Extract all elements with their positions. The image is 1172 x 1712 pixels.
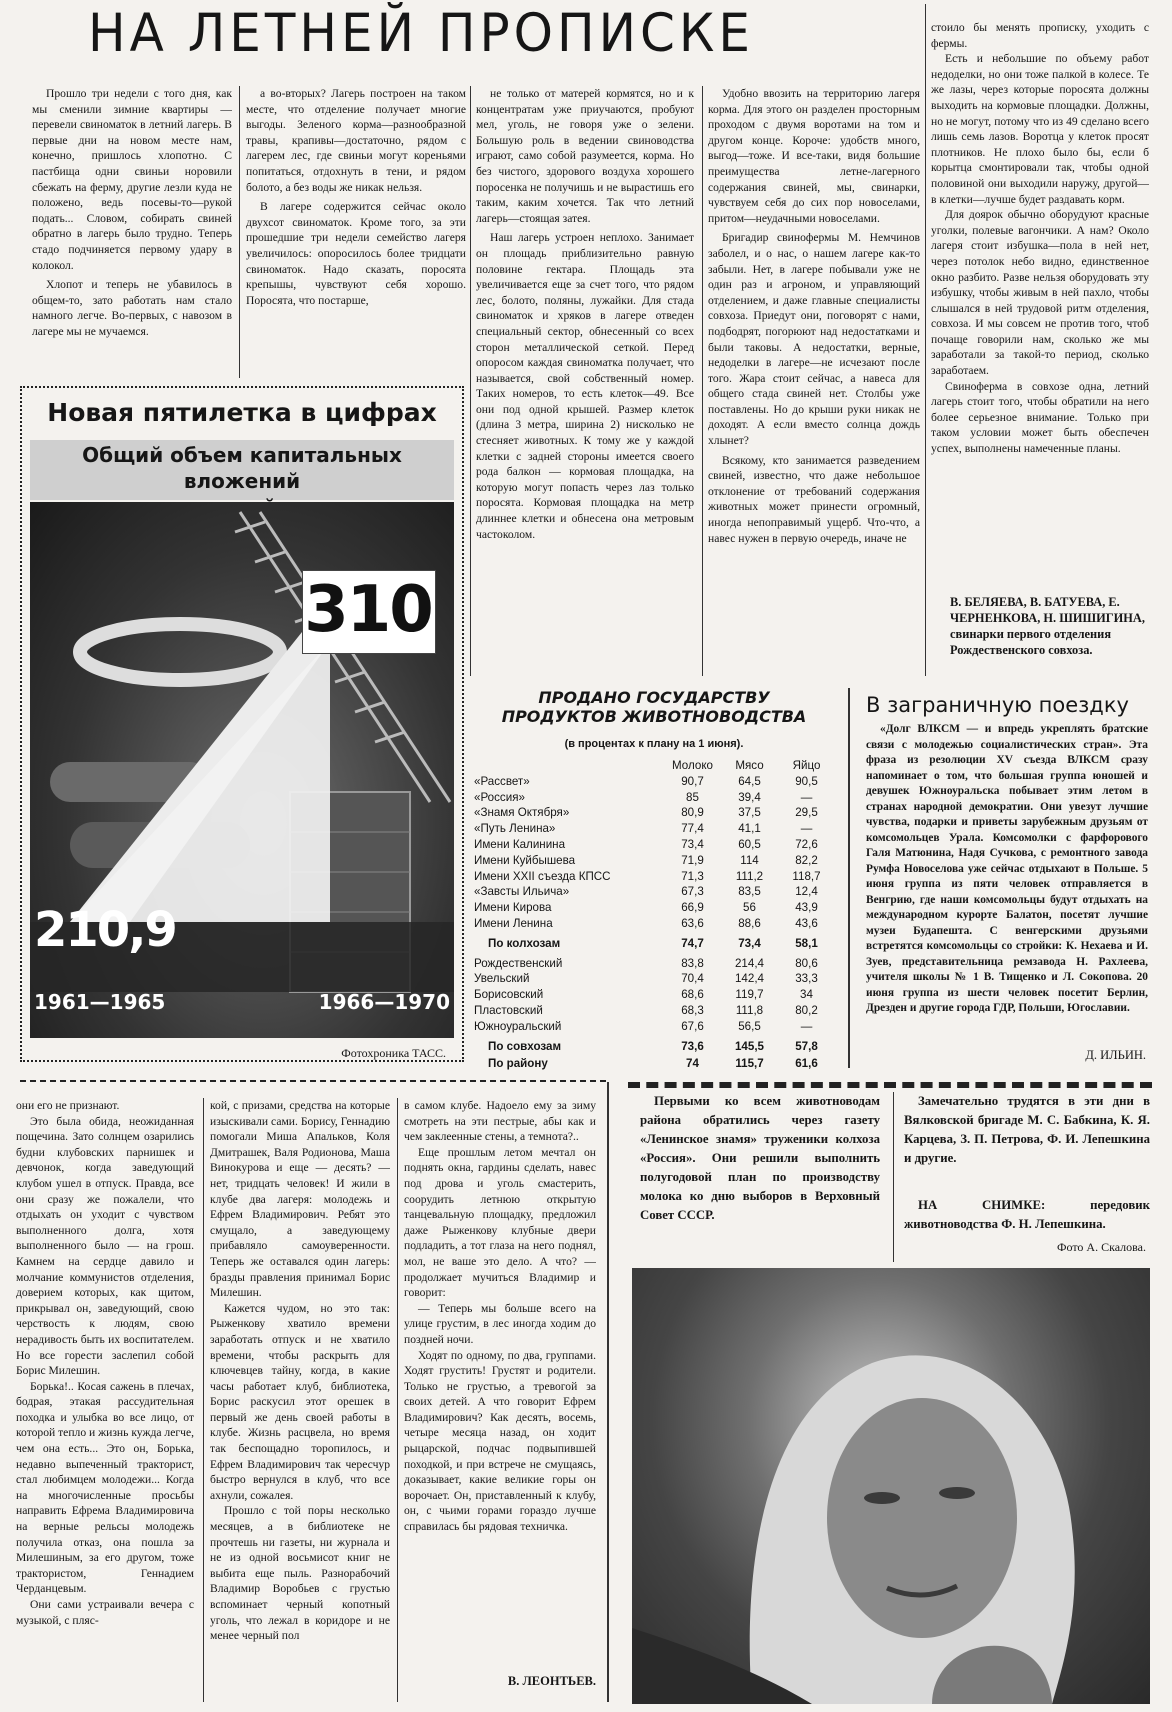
row-meat: 111,2 — [735, 869, 764, 883]
row-milk: 70,4 — [681, 972, 704, 986]
row-milk: 77,4 — [681, 822, 704, 836]
table-header-name — [474, 758, 664, 774]
row-milk: 71,9 — [681, 853, 704, 867]
value-new: 310 — [304, 573, 432, 647]
article-column-3 — [476, 86, 694, 676]
poster-title: Новая пятилетка в цифрах — [47, 398, 437, 427]
row-meat: 142,4 — [734, 972, 764, 986]
table-row — [474, 884, 844, 900]
row-name: По району — [488, 1057, 548, 1071]
row-meat: 56,5 — [738, 1019, 761, 1033]
row-egg: 82,2 — [795, 853, 818, 867]
row-meat: 64,5 — [738, 774, 761, 788]
row-meat: 119,7 — [735, 988, 764, 1002]
row-egg: — — [800, 822, 813, 836]
row-milk: 68,6 — [681, 988, 704, 1002]
row-meat: 145,5 — [734, 1039, 764, 1053]
table-row — [474, 774, 844, 790]
row-meat: 73,4 — [738, 936, 761, 950]
row-meat: 114 — [740, 853, 759, 867]
table-row — [474, 956, 844, 972]
row-name: По совхозам — [488, 1039, 562, 1053]
row-name: «Путь Ленина» — [474, 822, 556, 836]
row-meat: 111,8 — [735, 1003, 764, 1017]
paragraph: Удобно ввозить на территорию лагеря корма. Для этого он разделен просторным проходом с двумя воротами на том и другом конце. Короче: удобств много, выгод—тоже. И все-таки, видя большие преимущества летне-лагерного содержания свиней, мы, свинарки, чувствуем себя до сих пор новоселами, притом—неудачными новоселами. — [708, 87, 920, 225]
row-egg: — — [800, 1019, 813, 1033]
article-column-2 — [246, 86, 466, 378]
period-old: 1961—1965 — [34, 990, 166, 1014]
paragraph: Кажется чудом, но это так: Рыженкову хватило времени заработать отпуск и не хватило времени, чтобы раскрыть для ключевцев тайну, когда, в какие часы работает клуб, библиотека, Борис раскусил этот орешек в первый же день своей работы в клубе. Жизнь расцвела, но время так беспощадно торопилось, и Ефрем Владимирович так чересчур быстро вернулся в клуб, что все ахнули, сожалея. — [210, 1301, 390, 1502]
row-meat: 41,1 — [738, 822, 761, 836]
table-header-egg: Яйцо — [792, 759, 821, 772]
trip-body — [866, 722, 1148, 1044]
table-header-row — [474, 758, 844, 774]
table-row — [474, 1019, 844, 1035]
ring-structure-icon — [80, 624, 280, 680]
row-meat: 37,5 — [738, 806, 761, 820]
row-name: Пластовский — [474, 1003, 543, 1017]
table-header-meat: Мясо — [735, 759, 764, 772]
row-meat: 39,4 — [738, 790, 761, 804]
poster-subtitle-line1: Общий объем капитальных вложений — [82, 443, 402, 493]
row-name: «Знамя Октября» — [474, 806, 570, 820]
period-new: 1966—1970 — [318, 990, 450, 1014]
paragraph: а во-вторых? Лагерь построен на таком месте, что отделение получает многие выгоды. Зеленого корма—разнообразной травы, крапивы—достаточно, рядом с лагерем лес, где свиньи могут кореньями попитаться, отдохнуть в тени, и рядом болото, а без воды же никак нельзя. — [246, 87, 466, 194]
row-egg: 33,3 — [795, 972, 818, 986]
row-egg: — — [800, 790, 813, 804]
column-rule — [925, 4, 926, 676]
row-egg: 12,4 — [795, 885, 818, 899]
article-column-1 — [32, 86, 232, 378]
table-row — [474, 987, 844, 1003]
column-rule — [203, 1098, 204, 1702]
paragraph: Хлопот и теперь не убавилось в общем-то, зато работать нам стало намного легче. Во-первых, с навозом в лагере мы не мучаемся. — [32, 278, 232, 338]
paragraph: Первыми ко всем животноводам района обратились через газету «Ленинское знамя» труженики колхоза «Россия». Они решили выполнить полугодовой план по производству молока ко дню выборов в Верховный Совет СССР. — [640, 1094, 880, 1222]
eye-icon — [864, 1492, 900, 1504]
paragraph: в самом клубе. Надоело ему за зиму смотреть на эти пестрые, абы как и чем заклеенные стены, а темнота?.. — [404, 1099, 596, 1144]
table-title-line1: ПРОДАНО ГОСУДАРСТВУ — [538, 688, 770, 707]
paragraph: — Теперь мы больше всего на улице грустим, в лес иногда ходим до поздней ночи. — [404, 1301, 596, 1346]
paragraph: не только от матерей кормятся, но и к концентратам уже приучаются, пробуют мел, уголь, не говоря уже о зелени. Большую роль в ведении свиноводства играют, само собой разумеется, корма. Но без чистого, здорового воздуха хорошего поросенка не получишь и не вырастишь его таким, каким хочется. Так что летний лагерь—стоящая затея. — [476, 87, 694, 225]
row-milk: 67,6 — [681, 1019, 704, 1033]
paragraph: они его не признают. — [16, 1099, 120, 1112]
row-milk: 73,6 — [681, 1039, 704, 1053]
table-row — [474, 916, 844, 932]
trip-title: В заграничную поездку — [866, 693, 1129, 717]
row-milk: 66,9 — [681, 901, 704, 915]
table-row — [474, 837, 844, 853]
row-egg: 43,6 — [795, 916, 818, 930]
table-title-line2: ПРОДУКТОВ ЖИВОТНОВОДСТВА — [501, 707, 807, 726]
row-meat: 115,7 — [735, 1057, 764, 1071]
column-rule — [607, 1082, 609, 1702]
article-column-5 — [931, 20, 1149, 594]
row-name: Имени Калинина — [474, 837, 566, 851]
column-rule — [397, 1098, 398, 1702]
row-meat: 83,5 — [738, 885, 761, 899]
row-name: Имени XXII съезда КПСС — [474, 869, 611, 883]
paragraph: Прошло три недели с того дня, как мы сменили зимние квартиры —перевели свиноматок в летний лагерь. В первые дни на новом месте нам, конечно, пришлось хлопотно. С пастбища одни свиньи норовили сбежать на ферму, другие лезли куда не положено, ведь посевы-то—рукой подать... Словом, собирать свиней обратно в лагерь было трудно. Теперь стадо подчиняется первому удару в колокол. — [32, 87, 232, 272]
row-egg: 43,9 — [795, 901, 818, 915]
paragraph: Есть и небольшие по объему работ недоделки, но они тоже палкой в колесе. Те же лазы, через которые поросята должны выходить на кормовые площадки. Должны, но не могут, потому что из 49 сделано всего лишь семь лазов. Воротца у клеток просят плотников. Не плохо было бы, если б корытца смонтировали так, чтобы одной половиной они выходили наружу, другой—в клетки—лучше будет раздавать корм. — [931, 52, 1149, 206]
sovkhoz-rows — [474, 956, 844, 1035]
paragraph: НА СНИМКЕ: передовик животноводства Ф. Н. Лепешкина. — [904, 1198, 1150, 1231]
row-egg: 118,7 — [792, 869, 821, 883]
table-row-total-sovkhoz — [474, 1039, 844, 1055]
row-milk: 80,9 — [681, 806, 704, 820]
photo-caption — [904, 1196, 1150, 1236]
column-rule — [702, 86, 703, 676]
paragraph: В лагере содержится сейчас около двухсот свиноматок. Кроме того, за эти прошедшие три недели семейство лагеря увеличилось: опоросилось более тридцати свиноматок. Надо сказать, поросята крепышы, чувствуют себя хорошо. Поросята, что постарше, — [246, 200, 466, 307]
row-milk: 74 — [686, 1057, 699, 1071]
photo-credit-tass: Фотохроника ТАСС. — [341, 1046, 446, 1060]
kolkhoz-rows — [474, 774, 844, 932]
table-row-total-kolkhoz — [474, 936, 844, 952]
row-name: По колхозам — [488, 936, 561, 950]
club-column-3 — [404, 1098, 596, 1672]
column-rule — [470, 86, 471, 676]
table-row — [474, 805, 844, 821]
row-milk: 83,8 — [681, 956, 704, 970]
paragraph: Ходят по одному, по два, группами. Ходят грустить! Грустят и родители. Только не грустью, а тревогой за своих детей. А что говорит Ефрем Владимирович? Как десять, восемь, четыре месяца назад, он ходит рыцарской, подчас подвыпившей походкой, и при встрече не смущаясь, доказывает, какие великие горы он ворочает. Он, приставленный к клубу, он, с чьими горами гораздо лучше справилась бы рядовая техничка. — [404, 1348, 596, 1534]
row-egg: 80,6 — [795, 956, 818, 970]
row-name: Южноуральский — [474, 1019, 562, 1033]
eye-icon — [939, 1487, 975, 1499]
table-row — [474, 790, 844, 806]
paragraph: Наш лагерь устроен неплохо. Занимает он площадь приблизительно равную половине гектара. Площадь эта увеличивается еще за счет того, что рядом лес, болото, поляны, лужайки. Для стада свиноматок и хряков в лагере отведен специальный сектор, обнесенный со всех сторон металлической сеткой. Перед опоросом каждая свиноматка получает, что называется, свой собственный номер. Таких номеров, то есть клеток—49. Все они под одной крышей. Размер клеток (длина 3 метра, ширина 2) нисколько не стесняет животных. К тому же у каждой клетки с задней стороны имеется своего рода балкон — кормовая площадка, на которую могут попасть через лаз только поросята. Кормовая площадка на метр длиннее клетки и обнесена она метровым частоколом. — [476, 231, 694, 541]
row-egg: 61,6 — [795, 1057, 818, 1071]
signature: В. БЕЛЯЕВА, В. БАТУЕВА, Е. ЧЕРНЕНКОВА, Н. ШИШИГИНА, свинарки первого отделения Рождественского совхоза. — [950, 595, 1145, 657]
club-author: В. ЛЕОНТЬЕВ. — [507, 1674, 596, 1688]
row-meat: 88,6 — [738, 916, 761, 930]
row-egg: 58,1 — [795, 936, 818, 950]
column-rule — [848, 688, 850, 1068]
row-milk: 90,7 — [681, 774, 704, 788]
woman-portrait-icon — [632, 1268, 1150, 1704]
row-meat: 214,4 — [734, 956, 764, 970]
table-subtitle: (в процентах к плану на 1 июня). — [564, 738, 744, 750]
table-row-total-district — [474, 1056, 844, 1072]
table-row — [474, 869, 844, 885]
paragraph: Всякому, кто занимается разведением свиней, известно, что даже небольшое отклонение от требований содержания животных может принести огромный, иногда непоправимый ущерб. Что-что, а навес нужен в первую очередь, иначе не — [708, 453, 920, 545]
portrait-photo — [632, 1268, 1150, 1704]
row-milk: 73,4 — [681, 837, 704, 851]
photo-credit: Фото А. Скалова. — [1057, 1240, 1146, 1254]
table-row — [474, 1003, 844, 1019]
paragraph: Прошло с той поры несколько месяцев, а в библиотеке не прочтешь ни газеты, ни журнала и не из одной восьмисот книг не выбита еще пыль. Разнорабочий Владимир Воробьев с грустью вспоминает черный копотный уголь, что лежал в коридоре и не менее черный пол — [210, 1504, 390, 1643]
table-row — [474, 900, 844, 916]
headline: НА ЛЕТНЕЙ ПРОПИСКЕ — [88, 2, 755, 64]
row-egg: 72,6 — [795, 837, 818, 851]
table-title — [474, 688, 834, 726]
club-column-1 — [16, 1098, 194, 1702]
row-milk: 68,3 — [681, 1003, 704, 1017]
row-name: Рождественский — [474, 956, 563, 970]
row-name: Имени Ленина — [474, 916, 553, 930]
row-milk: 74,7 — [681, 936, 704, 950]
paragraph: Еще прошлым летом мечтал он поднять окна, гардины сделать, навес под дрова и уголь смастерить, соорудить летнюю открытую танцевальную площадку, предложил даже Рыженкову клубные двери подладить, а тот глаза на него поднял, мол, не ваше это дело. А что? — продолжает мучиться Владимир и говорит: — [404, 1145, 596, 1300]
value-old: 210,9 — [34, 902, 176, 958]
club-column-2 — [210, 1098, 390, 1702]
sales-table — [474, 758, 844, 1072]
row-name: «Завсты Ильича» — [474, 885, 570, 899]
paragraph: Замечательно трудятся в эти дни в Вялковской бригаде М. С. Бабкина, К. Я. Карцева, З. П. Петрова, Ф. И. Лепешкина и другие. — [904, 1094, 1150, 1165]
face-icon — [827, 1398, 1017, 1638]
row-name: Имени Куйбышева — [474, 853, 576, 867]
row-name: Имени Кирова — [474, 901, 552, 915]
column-rule — [239, 86, 240, 378]
paragraph: «Долг ВЛКСМ — и впредь укреплять братские связи с молодежью социалистических стран». Эта фраза из резолюции XV съезда ВЛКСМ сразу напоминает о том, что большая группа юношей и девушек Южноуральска побывает этим летом в странах народной демократии. Они увезут лучшие чувства, подарки и приветы зарубежным друзьям от комсомольцев Урала. Комсомолки с фарфорового Галя Матюнина, Надя Сучкова, с ремонтного завода Румфа Новоселова уже сейчас отдыхают в Польше. 5 июня группа из пяти человек отправляется в Венгрию, где наши комсомольцы будут отдыхать на международном курорте Балатон, посетят лучшие музеи Будапешта. С венгерскими друзьями встретятся комсомольцы со стройки: К. Нехаева и И. Зуев, представительница ремзавода Н. Рахлеева, учителя школы № 1 В. Тищенко и Л. Сокопова. 20 июня группа из шести человек посетит Берлин, Дрезден и другие города ГДР, Польши, Югославии. — [866, 723, 1148, 1014]
row-name: «Россия» — [474, 790, 525, 804]
row-milk: 71,3 — [681, 869, 704, 883]
row-name: Борисовский — [474, 988, 544, 1002]
article-column-4 — [708, 86, 920, 676]
paragraph: Бригадир свинофермы М. Немчинов заболел, и о нас, о нашем лагере как-то забыли. Нет, в лагере побывали уже не один раз и агроном, и управляющий отделением, и даже главные специалисты совхоза. Приедут они, поговорят с нами, подбодрят, погорюют над недостатками и были таковы. А недостатки, верные, недоделки в лагере—не исчезают после того. Жара стоит сейчас, а навеса для общего стада свиней нет. Столбы уже поставлены. Но до крыши руки никак не доходят. А если вместо солнца дождь хлынет? — [708, 231, 920, 448]
paragraph: Свиноферма в совхозе одна, летний лагерь стоит того, чтобы обратили на него более серьезное внимание. Только при таком условии может быть обеспечен успех, выполнены намеченные планы. — [931, 379, 1149, 456]
row-egg: 80,2 — [795, 1003, 818, 1017]
row-milk: 85 — [686, 790, 699, 804]
caption-right — [904, 1092, 1150, 1192]
paragraph: Борька!.. Косая сажень в плечах, бодрая, этакая рассудительная походка и улыбка во все лицо, от которой тепло и жизнь кужда легче, чем она есть... Это он, Борька, недавно выпеченный тракторист, стал любимцем молодежи... Когда на многочисленные просьбы направить Ефрема Владимировича на верные рельсы молодежь получила отказ, она пошла за Милешиным, за его другом, тоже трактористом, Геннадием Черданцевым. — [16, 1379, 194, 1596]
row-egg: 29,5 — [795, 806, 818, 820]
caption-left — [640, 1092, 880, 1262]
row-name: Увельский — [474, 972, 530, 986]
paragraph: Для доярок обычно оборудуют красные уголки, полевые вагончики. А нам? Около лагеря стоит избушка—пола в ней нет, через потолок небо видно, единственное окно разбито. Разве нельзя оборудовать эту избушку, чтобы живым в ней пахло, чтобы слышался в ней трудовой ритм отделения, совхоза. И мы совсем не против того, чтоб почаще говорили нам, сколько же мы заработали за такой-то период, сколько заработаем. — [931, 208, 1149, 378]
table-row — [474, 821, 844, 837]
trip-author: Д. ИЛЬИН. — [1085, 1048, 1146, 1062]
row-name: «Рассвет» — [474, 774, 530, 788]
paragraph: Они сами устраивали вечера с музыкой, с пляс- — [16, 1598, 194, 1627]
row-egg: 90,5 — [795, 774, 818, 788]
paragraph: стоило бы менять прописку, уходить с фермы. — [931, 21, 1149, 50]
paragraph: Это была обида, неожиданная пощечина. Зато солнцем озарились будни клубовских парнишек и девчонок, когда заведующий клубом ушел в отпуск. Правда, все они сразу же пожалели, что отдыхать он уходит с чувством выполненного долга, хотя выполненного было — на грош. Камнем на сердце давило и молчание коммунистов отделения, доверием которых, как щитом, прикрывал он, заведующий, свою черствость к людям, свою нерадивость быть их воспитателем. Но все горести заслепил собой Борис Милешин. — [16, 1114, 194, 1378]
section-divider — [20, 1080, 606, 1082]
row-meat: 60,5 — [738, 837, 761, 851]
table-header-milk: Молоко — [672, 759, 713, 772]
column-rule — [893, 1092, 894, 1262]
table-row — [474, 971, 844, 987]
row-egg: 57,8 — [795, 1039, 818, 1053]
paragraph: кой, с призами, средства на которые изыскивали сами. Борису, Геннадию помогали Миша Апальков, Коля Дмитрашек, Валя Родионова, Маша Винокурова и еще — десять? — нет, тридцать человек! И жили в клубе два лагеря: молодежь и Ефрем Владимирович. Ребят это смущало, а заведующему прибавляло самоуверенности. Теперь же оставался один лагерь: бразды правления принимал Борис Милешин. — [210, 1099, 390, 1300]
section-divider — [628, 1082, 1152, 1088]
row-milk: 67,3 — [681, 885, 704, 899]
row-meat: 56 — [743, 901, 756, 915]
row-milk: 63,6 — [681, 916, 704, 930]
row-egg: 34 — [800, 988, 813, 1002]
table-row — [474, 853, 844, 869]
